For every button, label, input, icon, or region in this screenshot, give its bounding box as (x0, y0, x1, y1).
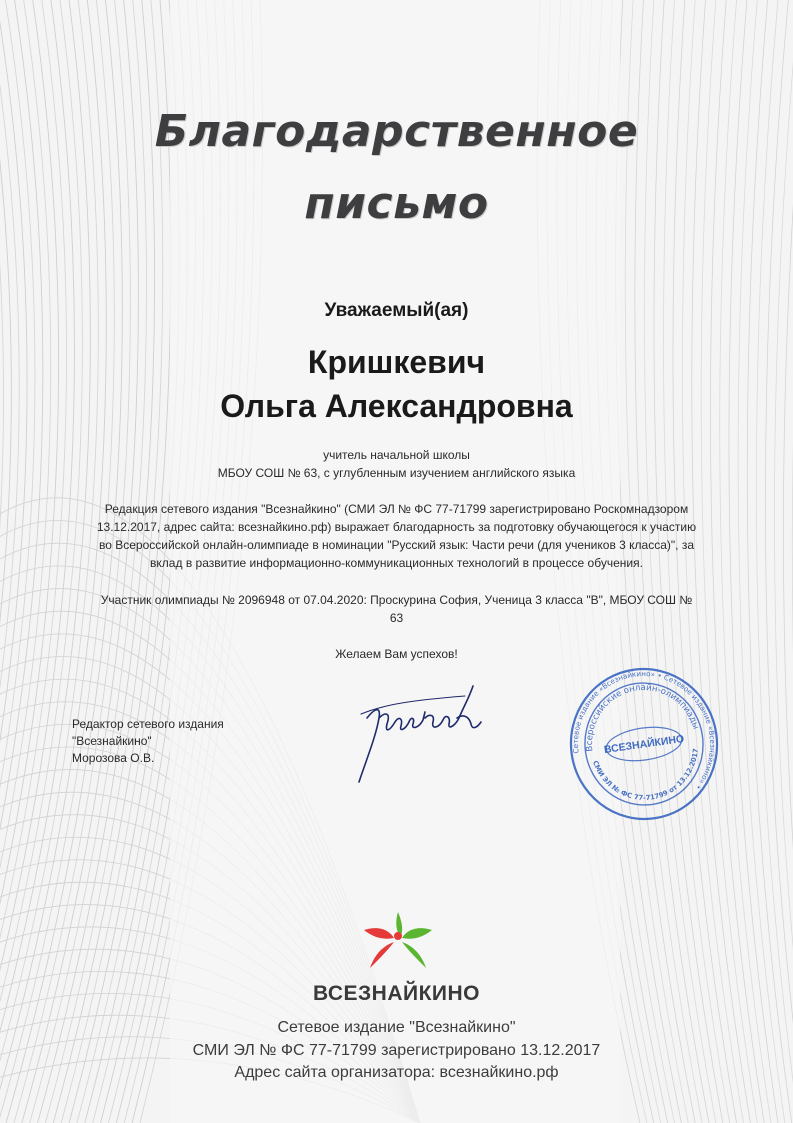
recipient-surname: Кришкевич (307, 344, 486, 380)
editor-title: Редактор сетевого издания (72, 717, 224, 731)
svg-text:Сетевое издание «Всезнайкино»: Сетевое издание «Всезнайкино» • Сетевое издание «Всезнайкино» • (570, 669, 718, 792)
svg-text:СМИ ЭЛ № ФС 77-71799 от 13.12.: СМИ ЭЛ № ФС 77-71799 от 13.12.2017 (590, 747, 700, 802)
participant-line: 63 (389, 611, 404, 625)
recipient-given-names: Ольга Александровна (220, 388, 573, 424)
title-line-2: письмо (304, 178, 489, 229)
footer-publication: Сетевое издание "Всезнайкино" (277, 1019, 516, 1036)
participant-info (60, 591, 733, 627)
title-line-1: Благодарственное (154, 106, 639, 157)
footer-registration: СМИ ЭЛ № ФС 77-71799 зарегистрировано 13.12.2017 (192, 1042, 601, 1059)
recipient-organization: МБОУ СОШ № 63, с углубленным изучением английского языка (217, 466, 576, 480)
svg-text:ВСЕЗНАЙКИНО: ВСЕЗНАЙКИНО (603, 732, 685, 757)
recipient-position: учитель начальной школы (323, 448, 470, 462)
footer-website: Адрес сайта организатора: всезнайкино.рф (234, 1064, 559, 1081)
svg-text:Всероссийские онлайн-олимпиады: Всероссийские онлайн-олимпиады (584, 683, 701, 752)
participant-line: Участник олимпиады № 2096948 от 07.04.2020: Проскурина София, Ученица 3 класса "В", МБОУ СОШ № (100, 593, 693, 607)
greeting: Уважаемый(ая) (324, 300, 469, 321)
editor-name: Морозова О.В. (72, 751, 155, 765)
official-stamp (568, 666, 720, 822)
body-line: Редакция сетевого издания "Всезнайкино" (СМИ ЭЛ № ФС 77-71799 зарегистрировано Роскомнадзором (104, 502, 689, 516)
handwritten-signature (345, 678, 485, 788)
vseznaykino-logo-icon (358, 908, 438, 972)
editor-publication: "Всезнайкино" (72, 734, 152, 748)
body-line: во Всероссийской онлайн-олимпиаде в номинации "Русский язык: Части речи (для учеников 3 класса)", за (98, 538, 694, 552)
body-paragraph (60, 500, 733, 572)
logo-wordmark: ВСЕЗНАЙКИНО (312, 982, 481, 1005)
editor-block (72, 716, 292, 767)
body-line: 13.12.2017, адрес сайта: всезнайкино.рф) выражает благодарность за подготовку обучающегося к участию (96, 520, 697, 534)
body-line: вклад в развитие информационно-коммуникационных технологий в процессе обучения. (150, 556, 643, 570)
wish-text: Желаем Вам успехов! (335, 647, 458, 661)
